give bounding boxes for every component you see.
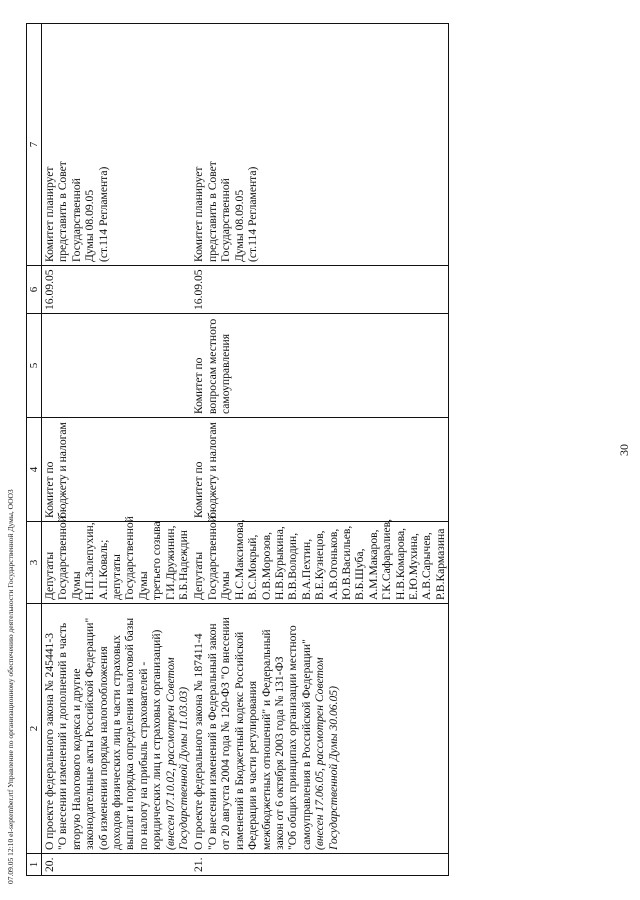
- page-number: 30: [617, 444, 631, 456]
- bill-title-line: межбюджетных отношений" и Федеральный: [259, 629, 273, 850]
- committee-note-line: Думы 08.09.05: [232, 189, 246, 262]
- bill-authors-line: Депутаты: [43, 551, 56, 600]
- committee-note-line: (ст.114 Регламента): [96, 166, 110, 262]
- responsible-committee: [42, 418, 192, 522]
- bill-authors-line: Г.И.Дружинин,: [163, 525, 177, 600]
- bill-title-line: по налогу на прибыль страхователей -: [136, 661, 150, 850]
- bill-authors-line: Думы: [219, 571, 233, 600]
- review-date: 16.09.05: [191, 266, 448, 314]
- column-header: 4: [27, 418, 42, 522]
- bill-title-line: доходов физических лиц в части страховых: [110, 634, 124, 850]
- bill-authors-line: Г.К.Сафаралиев,: [380, 518, 394, 600]
- table-row: [191, 24, 448, 876]
- row-number: 21.: [191, 854, 448, 876]
- co-committee-line: самоуправления: [219, 333, 233, 414]
- bill-title: [191, 604, 448, 854]
- table-body: [27, 24, 449, 876]
- bill-title-line: вторую Налогового кодекса и другие: [69, 668, 83, 850]
- bill-title-line: выплат и порядка определения налоговой базы: [123, 617, 137, 850]
- responsible-committee-line: бюджету и налогам: [205, 422, 219, 518]
- co-committee: [191, 314, 448, 418]
- co-committee: [42, 314, 192, 418]
- review-date: 16.09.05: [42, 266, 192, 314]
- bill-authors-line: Думы: [69, 571, 83, 600]
- bill-authors-line: А.М.Макаров,: [366, 529, 380, 600]
- bill-title-line: "О внесении изменений в Федеральный закон: [205, 623, 219, 850]
- bill-authors-line: В.В.Володин,: [286, 532, 300, 600]
- bill-authors-line: О.В.Морозов,: [259, 532, 273, 600]
- bill-status-note: (внесен 17.06.05, рассмотрен Советом: [313, 657, 327, 850]
- bill-title-line: "Об общих принципах организации местного: [286, 625, 300, 850]
- column-header: 2: [27, 604, 42, 854]
- bill-status-note: Государственной Думы 30.06.05): [326, 686, 340, 850]
- bill-title-line: (об изменении порядка налогообложения: [96, 646, 110, 850]
- column-header: 5: [27, 314, 42, 418]
- bill-authors-line: А.П.Коваль;: [96, 539, 110, 600]
- bill-authors-line: Н.С.Максимова,: [232, 519, 246, 600]
- table-row: [42, 24, 192, 876]
- bill-authors-line: депутаты: [110, 554, 124, 600]
- committee-note-line: Комитет планирует: [192, 166, 206, 262]
- bill-authors-line: А.В.Огоньков,: [326, 528, 340, 600]
- committee-note-line: представить в Совет: [205, 161, 219, 262]
- committee-note: [191, 24, 448, 266]
- bill-authors-line: Н.В.Бурыкина,: [272, 526, 286, 600]
- responsible-committee: [191, 418, 448, 522]
- bill-title-line: законодательные акты Российской Федерации": [83, 617, 97, 850]
- bill-title-line: О проекте федерального закона № 245441-3: [43, 633, 56, 850]
- bill-authors-line: Депутаты: [192, 551, 206, 600]
- committee-note-line: Думы 08.09.05: [83, 189, 97, 262]
- committee-note: [42, 24, 192, 266]
- bill-title-line: юридических лиц и страховых организаций): [150, 629, 164, 850]
- bill-authors-line: Н.П.Залепухин,: [83, 522, 97, 600]
- document-page: [0, 10, 640, 890]
- bill-status-note: Государственной Думы 11.03.03): [177, 686, 191, 850]
- bill-title-line: от 20 августа 2004 года № 120-ФЗ "О внесении: [219, 617, 233, 850]
- bill-authors-line: Н.В.Комарова,: [393, 528, 407, 600]
- bill-title-line: закон от 6 октября 2003 года № 131-ФЗ: [272, 656, 286, 850]
- row-number: 20.: [42, 854, 192, 876]
- co-committee-line: вопросам местного: [205, 318, 219, 414]
- responsible-committee-line: Комитет по: [43, 461, 56, 518]
- committee-note-line: (ст.114 Регламента): [246, 166, 260, 262]
- bill-authors-line: Думы: [136, 571, 150, 600]
- responsible-committee-line: бюджету и налогам: [56, 422, 70, 518]
- bill-title-line: изменений в Бюджетный кодекс Российской: [232, 631, 246, 850]
- bill-title-line: "О внесении изменений и дополнений в часть: [56, 622, 70, 850]
- bill-authors-line: Б.Б.Надеждин: [177, 530, 191, 600]
- column-header: 6: [27, 266, 42, 314]
- bill-title-line: самоуправления в Российской Федерации": [299, 639, 313, 850]
- bill-authors-line: В.Е.Кузнецов,: [313, 530, 327, 600]
- bill-authors-line: третьего созыва: [150, 521, 164, 600]
- bill-authors-line: Е.Ю.Мухина,: [406, 533, 420, 600]
- column-header: 3: [27, 522, 42, 604]
- responsible-committee-line: Комитет по: [192, 461, 206, 518]
- bill-authors-line: В.Б.Шуба,: [353, 548, 367, 600]
- bill-authors-line: В.С.Мокрый,: [246, 534, 260, 600]
- bill-title: [42, 604, 192, 854]
- bill-authors: [42, 516, 192, 604]
- committee-note-line: Государственной: [69, 178, 83, 262]
- bill-authors-line: Государственной: [205, 516, 219, 600]
- bill-title-line: О проекте федерального закона № 187411-4: [192, 633, 206, 850]
- committee-note-line: представить в Совет: [56, 161, 70, 262]
- bill-authors-line: Государственной: [123, 516, 137, 600]
- bill-status-note: (внесен 07.10.02, рассмотрен Советом: [163, 657, 177, 850]
- bill-authors-line: Ю.В.Васильев,: [339, 525, 353, 600]
- bill-authors: [191, 516, 448, 604]
- committee-note-line: Государственной: [219, 178, 233, 262]
- page-footer: 07.09.05 12:10 el-september.rtf Управление по организационному обеспечению деятельности Государственной Думы, ООО3: [6, 489, 15, 884]
- column-header: 7: [27, 24, 42, 266]
- column-header: 1: [27, 854, 42, 876]
- co-committee-line: Комитет по: [192, 357, 206, 414]
- bills-table: [26, 23, 449, 876]
- table-header-row: [27, 24, 42, 876]
- bill-authors-line: А.В.Сарычев,: [420, 532, 434, 600]
- bill-authors-line: В.А.Пехтин,: [299, 538, 313, 600]
- bill-authors-line: Р.В.Кармазина: [433, 528, 447, 600]
- bill-title-line: Федерации в части регулирования: [246, 680, 260, 850]
- bill-authors-line: Государственной: [56, 516, 70, 600]
- committee-note-line: Комитет планирует: [43, 166, 56, 262]
